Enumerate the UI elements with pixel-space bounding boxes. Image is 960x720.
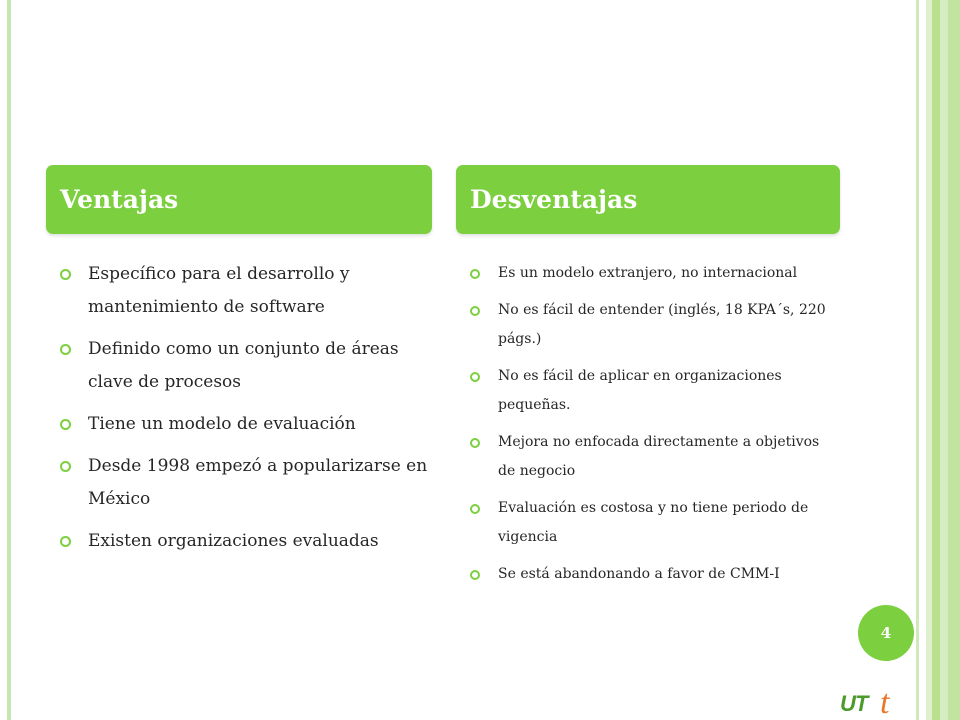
desventajas-header: Desventajas <box>456 165 840 234</box>
list-item <box>60 333 430 399</box>
list-item <box>470 259 840 288</box>
frame-right-line <box>916 0 919 720</box>
bullet-icon <box>470 306 480 316</box>
bullet-icon <box>60 344 71 355</box>
list-item-text: Mejora no enfocada directamente a objetivos de negocio <box>498 434 820 479</box>
ventajas-header: Ventajas <box>46 165 432 234</box>
list-item <box>470 560 840 589</box>
list-item-text: Existen organizaciones evaluadas <box>88 531 379 551</box>
list-item-text: No es fácil de entender (inglés, 18 KPA´s, 220 págs.) <box>498 302 826 347</box>
bullet-icon <box>60 269 71 280</box>
utt-logo-icon <box>838 680 918 718</box>
list-item-text: Tiene un modelo de evaluación <box>88 414 356 434</box>
frame-left-line <box>7 0 11 720</box>
bullet-icon <box>60 536 71 547</box>
bullet-icon <box>470 372 480 382</box>
bullet-icon <box>470 269 480 279</box>
svg-text:UT: UT <box>840 691 868 716</box>
list-item-text: Desde 1998 empezó a popularizarse en México <box>88 456 428 509</box>
bullet-icon <box>470 438 480 448</box>
svg-text:t: t <box>880 684 890 718</box>
list-item <box>60 450 430 516</box>
page-number: 4 <box>880 624 892 642</box>
list-item-text: Evaluación es costosa y no tiene periodo de vigencia <box>498 500 809 545</box>
list-item <box>470 362 840 420</box>
list-item <box>470 494 840 552</box>
frame-right-band <box>926 0 960 720</box>
list-item-text: Es un modelo extranjero, no internacional <box>498 265 798 281</box>
bullet-icon <box>60 461 71 472</box>
ventajas-list <box>60 258 430 567</box>
bullet-icon <box>470 570 480 580</box>
list-item <box>60 258 430 324</box>
bullet-icon <box>470 504 480 514</box>
bullet-icon <box>60 419 71 430</box>
list-item-text: Se está abandonando a favor de CMM-I <box>498 566 780 582</box>
list-item-text: No es fácil de aplicar en organizaciones pequeñas. <box>498 368 782 413</box>
list-item <box>60 525 430 558</box>
list-item <box>470 296 840 354</box>
list-item-text: Específico para el desarrollo y mantenimiento de software <box>88 264 350 317</box>
list-item-text: Definido como un conjunto de áreas clave de procesos <box>88 339 399 392</box>
page-number-badge <box>858 605 914 661</box>
list-item <box>60 408 430 441</box>
list-item <box>470 428 840 486</box>
desventajas-list <box>470 259 840 597</box>
